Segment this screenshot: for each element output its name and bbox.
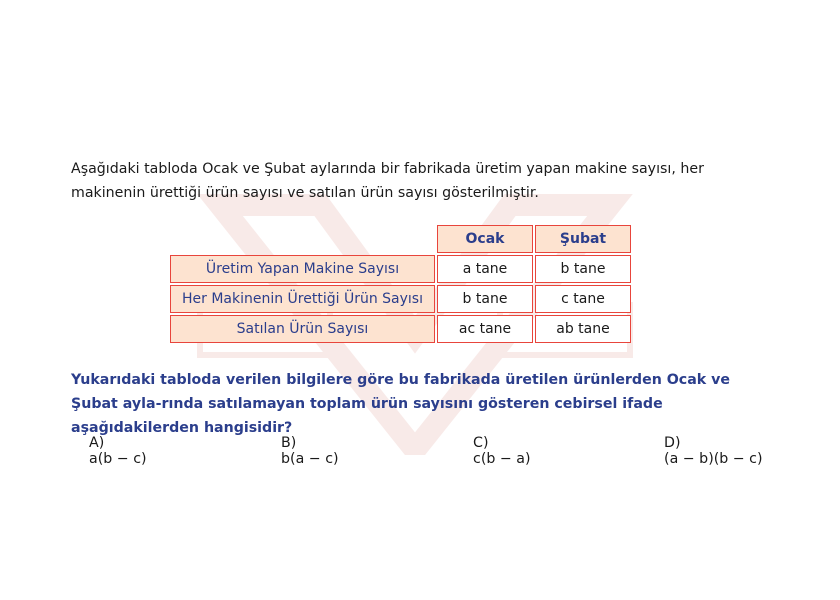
intro-paragraph: Aşağıdaki tabloda Ocak ve Şubat aylarında bir fabrikada üretim yapan makine sayısı, her makinenin ürettiği ürün sayısı ve satılan ürün sayısı gösterilmiştir. — [71, 161, 704, 201]
option-d-letter: D) — [664, 435, 681, 451]
cell-satilan-ocak: ac tane — [437, 315, 533, 343]
cell-makine-ocak: a tane — [437, 255, 533, 283]
cell-makine-subat: b tane — [535, 255, 631, 283]
option-b-text: b(a − c) — [281, 451, 339, 467]
answer-options — [71, 419, 771, 467]
row-label-urun-sayisi: Her Makinenin Ürettiği Ürün Sayısı — [170, 285, 435, 313]
option-d[interactable] — [646, 419, 763, 483]
option-a[interactable] — [71, 419, 147, 483]
option-c-text: c(b − a) — [473, 451, 531, 467]
option-b[interactable] — [263, 419, 339, 483]
option-a-letter: A) — [89, 435, 105, 451]
option-a-text: a(b − c) — [89, 451, 147, 467]
col-header-ocak: Ocak — [437, 225, 533, 253]
cell-urun-ocak: b tane — [437, 285, 533, 313]
col-header-subat: Şubat — [535, 225, 631, 253]
row-label-makine-sayisi: Üretim Yapan Makine Sayısı — [170, 255, 435, 283]
cell-satilan-subat: ab tane — [535, 315, 631, 343]
option-d-text: (a − b)(b − c) — [664, 451, 763, 467]
row-label-satilan: Satılan Ürün Sayısı — [170, 315, 435, 343]
question-text: Yukarıdaki tabloda verilen bilgilere göre bu fabrikada üretilen ürünlerden Ocak ve Şubat ayla-rında satılamayan toplam ürün sayısını gösteren cebirsel ifade aşağıdakilerden hangisidir? — [71, 372, 731, 436]
cell-urun-subat: c tane — [535, 285, 631, 313]
option-c[interactable] — [455, 419, 531, 483]
option-c-letter: C) — [473, 435, 489, 451]
option-b-letter: B) — [281, 435, 297, 451]
